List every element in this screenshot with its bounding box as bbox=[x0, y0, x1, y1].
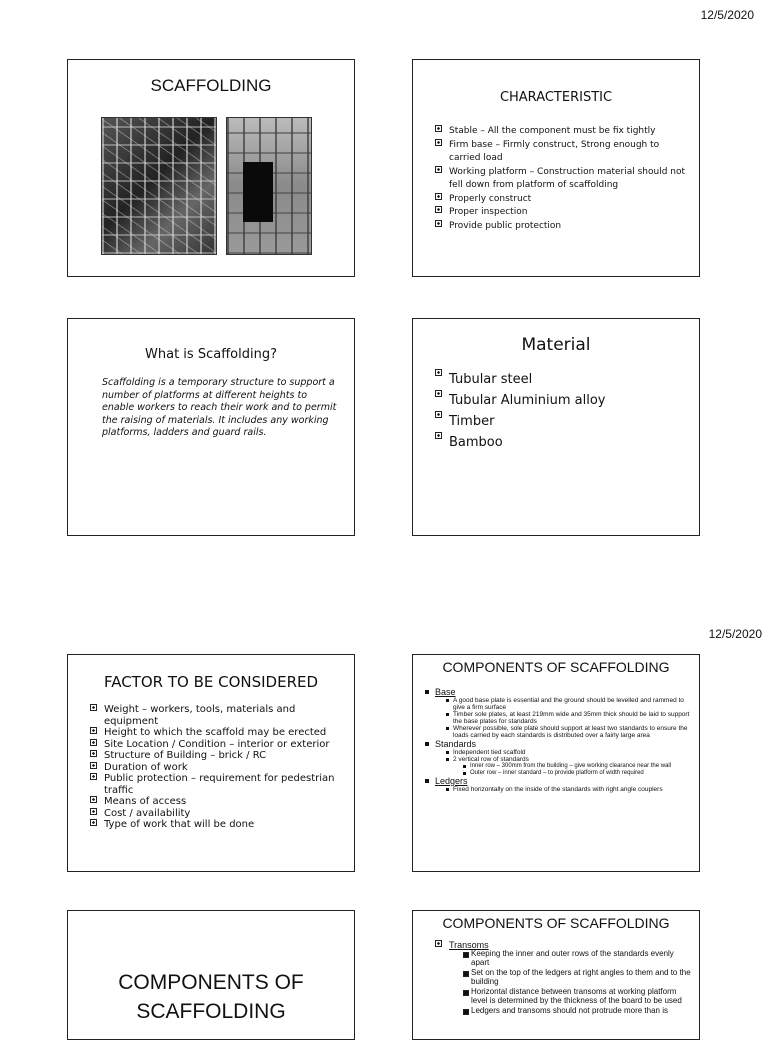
section-heading: Ledgers bbox=[435, 776, 468, 786]
list-item: Tubular steel bbox=[435, 369, 693, 390]
slide-title: COMPONENTS OF SCAFFOLDING bbox=[442, 659, 670, 675]
list-item: Site Location / Condition – interior or exterior bbox=[90, 739, 348, 751]
page-date-middle: 12/5/2020 bbox=[708, 627, 762, 641]
list-item-transoms bbox=[435, 940, 693, 1016]
slide-characteristic bbox=[412, 59, 700, 277]
slide-components-2 bbox=[412, 910, 700, 1040]
slide-what-is-scaffolding bbox=[67, 318, 355, 536]
list-item: Cost / availability bbox=[90, 808, 348, 820]
list-item: Means of access bbox=[90, 796, 348, 808]
section-heading: Base bbox=[435, 687, 456, 697]
list-item: Keeping the inner and outer rows of the standards evenly apart bbox=[463, 950, 693, 967]
slide-title: FACTOR TO BE CONSIDERED bbox=[103, 673, 319, 691]
slide-title-line-1: COMPONENTS OF bbox=[118, 971, 304, 994]
list-item: Outer row – inner standard – to provide platform of width required bbox=[463, 770, 695, 777]
slide-components-title bbox=[67, 910, 355, 1040]
list-item: Horizontal distance between transoms at working platform level is determined by the thickness of the board to be used bbox=[463, 988, 693, 1005]
list-item: Bamboo bbox=[435, 432, 693, 453]
list-item: Provide public protection bbox=[435, 220, 693, 234]
list-item: Ledgers and transoms should not protrude more than is bbox=[463, 1007, 693, 1016]
slide-title: CHARACTERISTIC bbox=[499, 90, 613, 105]
list-item: Inner row – 300mm from the building – give working clearance near the wall bbox=[463, 763, 695, 770]
list-item: Set on the top of the ledgers at right angles to them and to the building bbox=[463, 969, 693, 986]
section-heading: Standards bbox=[435, 739, 477, 749]
transoms-list bbox=[435, 940, 693, 1018]
list-item: Tubular Aluminium alloy bbox=[435, 390, 693, 411]
list-item: Structure of Building – brick / RC bbox=[90, 750, 348, 762]
definition-text: Scaffolding is a temporary structure to support a number of platforms at different heights to enable workers to reach their work and to permit the raising of materials. It includes any working platforms, ladders and guard rails. bbox=[102, 377, 337, 438]
list-item-standards bbox=[423, 739, 695, 776]
list-item: A good base plate is essential and the ground should be levelled and rammed to give a firm surface bbox=[445, 697, 695, 711]
list-item bbox=[445, 756, 695, 776]
list-item: Public protection – requirement for pedestrian traffic bbox=[90, 773, 348, 796]
list-item: Independent tied scaffold bbox=[445, 749, 695, 756]
list-item: Wherever possible, sole plate should support at least two standards to ensure the loads carried by each standards is distributed over a fairly large area bbox=[445, 725, 695, 739]
list-item-base bbox=[423, 687, 695, 739]
list-item: Height to which the scaffold may be erected bbox=[90, 727, 348, 739]
section-heading: Transoms bbox=[449, 940, 489, 950]
list-item: Proper inspection bbox=[435, 206, 693, 220]
scaffold-photo-1 bbox=[101, 117, 217, 255]
factor-list bbox=[90, 704, 348, 831]
slide-components-1 bbox=[412, 654, 700, 872]
characteristic-list bbox=[435, 125, 693, 233]
list-item: Fixed horizontally on the inside of the standards with right angle couplers bbox=[445, 786, 695, 793]
slide-title-line-2: SCAFFOLDING bbox=[136, 1000, 286, 1023]
list-item: Duration of work bbox=[90, 762, 348, 774]
photo-dark-opening bbox=[243, 162, 273, 222]
list-item-text: 2 vertical row of standards bbox=[453, 756, 529, 763]
scaffold-photo-2 bbox=[226, 117, 312, 255]
slide-title: What is Scaffolding? bbox=[145, 347, 277, 362]
slide-title: SCAFFOLDING bbox=[150, 76, 272, 95]
list-item: Timber bbox=[435, 411, 693, 432]
list-item-ledgers bbox=[423, 776, 695, 793]
slide-title: COMPONENTS OF SCAFFOLDING bbox=[442, 915, 670, 931]
list-item: Working platform – Construction material should not fell down from platform of scaffolding bbox=[435, 166, 693, 193]
list-item: Weight – workers, tools, materials and equipment bbox=[90, 704, 348, 727]
list-item: Type of work that will be done bbox=[90, 819, 348, 831]
slide-material bbox=[412, 318, 700, 536]
list-item: Properly construct bbox=[435, 193, 693, 207]
list-item: Timber sole plates, at least 219mm wide and 35mm thick should be laid to support the base plates for standards bbox=[445, 711, 695, 725]
list-item: Firm base – Firmly construct, Strong enough to carried load bbox=[435, 139, 693, 166]
material-list bbox=[435, 369, 693, 453]
page-date-top: 12/5/2020 bbox=[700, 8, 754, 22]
slide-title: Material bbox=[521, 335, 591, 355]
slide-scaffolding bbox=[67, 59, 355, 277]
list-item: Stable – All the component must be fix tightly bbox=[435, 125, 693, 139]
slide-factors bbox=[67, 654, 355, 872]
components-list bbox=[423, 687, 695, 793]
